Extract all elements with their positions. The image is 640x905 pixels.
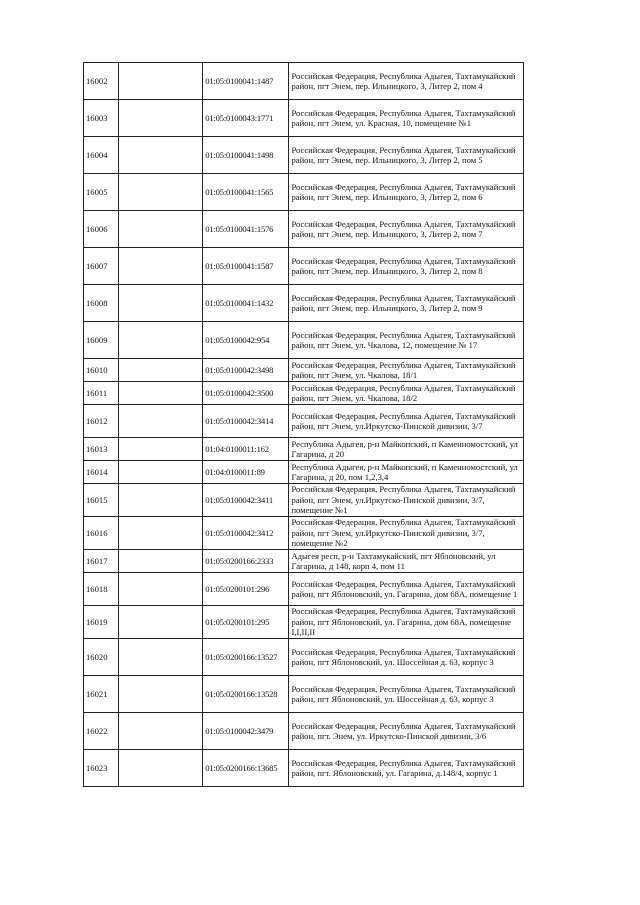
empty-cell bbox=[119, 517, 203, 550]
table-row bbox=[84, 639, 524, 676]
row-number: 16005 bbox=[84, 174, 119, 211]
cadastral-number: 01:05:0100041:1498 bbox=[203, 137, 289, 174]
empty-cell bbox=[119, 137, 203, 174]
cadastral-number: 01:05:0100042:3412 bbox=[203, 517, 289, 550]
empty-cell bbox=[119, 438, 203, 461]
cadastral-number: 01:05:0200101:296 bbox=[203, 573, 289, 606]
row-number: 16019 bbox=[84, 606, 119, 639]
address-cell: Российская Федерация, Республика Адыгея, Тахтамукайский район, пгт Энем, ул. Чкалова, 18/2 bbox=[289, 382, 524, 405]
empty-cell bbox=[119, 461, 203, 484]
empty-cell bbox=[119, 750, 203, 787]
empty-cell bbox=[119, 573, 203, 606]
empty-cell bbox=[119, 606, 203, 639]
empty-cell bbox=[119, 550, 203, 573]
cadastral-number: 01:05:0100041:1576 bbox=[203, 211, 289, 248]
row-number: 16008 bbox=[84, 285, 119, 322]
cadastral-number: 01:05:0200101:295 bbox=[203, 606, 289, 639]
address-cell: Республика Адыгея, р-н Майкопский, п Каменномостский, ул Гагарина, д 20, пом 1,2,3,4 bbox=[289, 461, 524, 484]
address-cell: Адыгея респ, р-н Тахтамукайский, пгт Яблоновский, ул Гагарина, д 148, корп 4, пом 11 bbox=[289, 550, 524, 573]
address-cell: Российская Федерация, Республика Адыгея, Тахтамукайский район, пгт Энем, пер. Ильницкого, 3, Литер 2, пом 8 bbox=[289, 248, 524, 285]
cadastral-number: 01:05:0100041:1565 bbox=[203, 174, 289, 211]
cadastral-number: 01:05:0100042:3411 bbox=[203, 484, 289, 517]
row-number: 16003 bbox=[84, 100, 119, 137]
table-row bbox=[84, 573, 524, 606]
table-row bbox=[84, 438, 524, 461]
row-number: 16020 bbox=[84, 639, 119, 676]
address-cell: Российская Федерация, Республика Адыгея, Тахтамукайский район, пгт Энем, пер. Ильницкого, 3, Литер 2, пом 6 bbox=[289, 174, 524, 211]
address-cell: Российская Федерация, Республика Адыгея, Тахтамукайский район, пгт Энем, ул.Иркутско-Пинской дивизии, 3/7, помещение №2 bbox=[289, 517, 524, 550]
address-cell: Российская Федерация, Республика Адыгея, Тахтамукайский район, пгт Энем, ул. Красная, 10, помещение №1 bbox=[289, 100, 524, 137]
cadastral-number: 01:05:0100041:1587 bbox=[203, 248, 289, 285]
row-number: 16011 bbox=[84, 382, 119, 405]
table-row bbox=[84, 405, 524, 438]
address-cell: Российская Федерация, Республика Адыгея, Тахтамукайский район, пгт Энем, пер. Ильницкого, 3, Литер 2, пом 4 bbox=[289, 63, 524, 100]
cadastral-number: 01:05:0100042:954 bbox=[203, 322, 289, 359]
empty-cell bbox=[119, 382, 203, 405]
cadastral-number: 01:05:0100042:3479 bbox=[203, 713, 289, 750]
empty-cell bbox=[119, 100, 203, 137]
cadastral-number: 01:04:0100011:89 bbox=[203, 461, 289, 484]
address-cell: Российская Федерация, Республика Адыгея, Тахтамукайский район, пгт Энем, ул. Чкалова, 18/1 bbox=[289, 359, 524, 382]
row-number: 16022 bbox=[84, 713, 119, 750]
row-number: 16014 bbox=[84, 461, 119, 484]
address-cell: Российская Федерация, Республика Адыгея, Тахтамукайский район, пгт Яблоновский, ул. Шоссейная д. 63, корпус 3 bbox=[289, 639, 524, 676]
empty-cell bbox=[119, 676, 203, 713]
address-cell: Российская Федерация, Республика Адыгея, Тахтамукайский район, пгт Энем, пер. Ильницкого, 3, Литер 2, пом 5 bbox=[289, 137, 524, 174]
address-cell: Российская Федерация, Республика Адыгея, Тахтамукайский район, пгт Энем, ул.Иркутско-Пинской дивизии, 3/7 bbox=[289, 405, 524, 438]
property-registry-table bbox=[83, 62, 524, 787]
address-cell: Российская Федерация, Республика Адыгея, Тахтамукайский район, пгт Яблоновский, ул. Шоссейная д. 63, корпус 3 bbox=[289, 676, 524, 713]
cadastral-number: 01:05:0100042:3414 bbox=[203, 405, 289, 438]
row-number: 16018 bbox=[84, 573, 119, 606]
empty-cell bbox=[119, 639, 203, 676]
table-row bbox=[84, 713, 524, 750]
table-row bbox=[84, 248, 524, 285]
cadastral-number: 01:05:0200166:13527 bbox=[203, 639, 289, 676]
table-row bbox=[84, 382, 524, 405]
cadastral-number: 01:05:0100041:1487 bbox=[203, 63, 289, 100]
address-cell: Российская Федерация, Республика Адыгея, Тахтамукайский район, пгт Энем, пер. Ильницкого, 3, Литер 2, пом 7 bbox=[289, 211, 524, 248]
table-row bbox=[84, 137, 524, 174]
row-number: 16017 bbox=[84, 550, 119, 573]
cadastral-number: 01:05:0100041:1432 bbox=[203, 285, 289, 322]
address-cell: Российская Федерация, Республика Адыгея, Тахтамукайский район, пгт. Энем, ул. Иркутско-Пинской дивизии, 3/6 bbox=[289, 713, 524, 750]
cadastral-number: 01:05:0100042:3500 bbox=[203, 382, 289, 405]
address-cell: Республика Адыгея, р-н Майкопский, п Каменномостский, ул Гагарина, д 20 bbox=[289, 438, 524, 461]
empty-cell bbox=[119, 484, 203, 517]
cadastral-number: 01:05:0100043:1771 bbox=[203, 100, 289, 137]
address-cell: Российская Федерация, Республика Адыгея, Тахтамукайский район, пгт Яблоновский, ул. Гагарина, дом 68А, помещение I,I,II,II bbox=[289, 606, 524, 639]
empty-cell bbox=[119, 248, 203, 285]
row-number: 16009 bbox=[84, 322, 119, 359]
empty-cell bbox=[119, 174, 203, 211]
table-row bbox=[84, 211, 524, 248]
row-number: 16021 bbox=[84, 676, 119, 713]
cadastral-number: 01:04:0100011:162 bbox=[203, 438, 289, 461]
row-number: 16004 bbox=[84, 137, 119, 174]
empty-cell bbox=[119, 63, 203, 100]
table-row bbox=[84, 606, 524, 639]
empty-cell bbox=[119, 285, 203, 322]
table-row bbox=[84, 322, 524, 359]
table-row bbox=[84, 174, 524, 211]
empty-cell bbox=[119, 713, 203, 750]
address-cell: Российская Федерация, Республика Адыгея, Тахтамукайский район, пгт. Яблоновский, ул. Гагарина, д.148/4, корпус 1 bbox=[289, 750, 524, 787]
table-row bbox=[84, 285, 524, 322]
table-row bbox=[84, 63, 524, 100]
cadastral-number: 01:05:0200166:13685 bbox=[203, 750, 289, 787]
row-number: 16012 bbox=[84, 405, 119, 438]
cadastral-number: 01:05:0200166:13528 bbox=[203, 676, 289, 713]
row-number: 16007 bbox=[84, 248, 119, 285]
table-row bbox=[84, 484, 524, 517]
table-row bbox=[84, 359, 524, 382]
empty-cell bbox=[119, 359, 203, 382]
row-number: 16010 bbox=[84, 359, 119, 382]
table-row bbox=[84, 676, 524, 713]
table-row bbox=[84, 750, 524, 787]
table-row bbox=[84, 517, 524, 550]
empty-cell bbox=[119, 405, 203, 438]
row-number: 16015 bbox=[84, 484, 119, 517]
address-cell: Российская Федерация, Республика Адыгея, Тахтамукайский район, пгт Энем, пер. Ильницкого, 3, Литер 2, пом 9 bbox=[289, 285, 524, 322]
table-row bbox=[84, 100, 524, 137]
cadastral-number: 01:05:0100042:3498 bbox=[203, 359, 289, 382]
row-number: 16002 bbox=[84, 63, 119, 100]
empty-cell bbox=[119, 322, 203, 359]
table-row bbox=[84, 461, 524, 484]
table-row bbox=[84, 550, 524, 573]
empty-cell bbox=[119, 211, 203, 248]
row-number: 16016 bbox=[84, 517, 119, 550]
row-number: 16013 bbox=[84, 438, 119, 461]
cadastral-number: 01:05:0200166:2333 bbox=[203, 550, 289, 573]
row-number: 16006 bbox=[84, 211, 119, 248]
address-cell: Российская Федерация, Республика Адыгея, Тахтамукайский район, пгт Энем, ул.Иркутско-Пинской дивизии, 3/7, помещение №1 bbox=[289, 484, 524, 517]
address-cell: Российская Федерация, Республика Адыгея, Тахтамукайский район, пгт Энем, ул. Чкалова, 12, помещение № 17 bbox=[289, 322, 524, 359]
address-cell: Российская Федерация, Республика Адыгея, Тахтамукайский район, пгт Яблоновский, ул. Гагарина, дом 68А, помещение 1 bbox=[289, 573, 524, 606]
row-number: 16023 bbox=[84, 750, 119, 787]
